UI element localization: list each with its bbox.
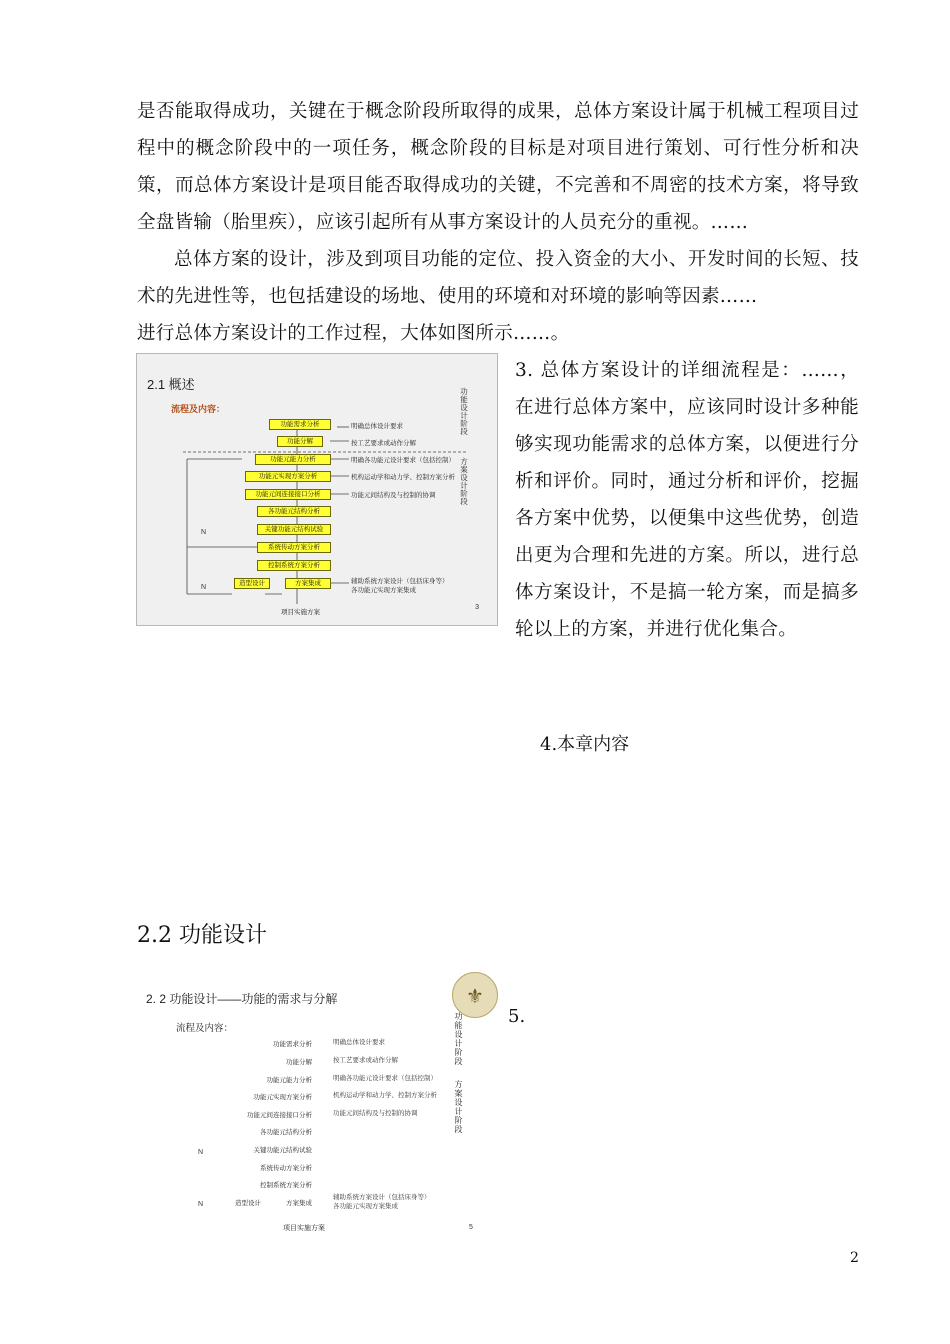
flow-box: 造型设计 xyxy=(234,578,270,589)
flow-note: 明确各功能元设计要求（包括控制） xyxy=(351,457,455,464)
flow-box: 功能元间连接接口分析 xyxy=(245,489,331,500)
loop-label-n: N xyxy=(198,1201,204,1208)
flow-desc: 按工艺要求或动作分解 xyxy=(333,1057,398,1064)
page-number: 2 xyxy=(850,1250,859,1266)
slide-subtitle: 流程及内容： xyxy=(176,1023,234,1034)
paragraph-1: 是否能取得成功，关键在于概念阶段所取得的成果，总体方案设计属于机械工程项目过程中的概念阶段中的一项任务，概念阶段的目标是对项目进行策划、可行性分析和决策，而总体方案设计是项目能否取得成功的关键，不完善和不周密的技术方案，将导致全盘皆输（胎里疾），应该引起所有从事方案设计的人员充分的重视。…… xyxy=(137,101,859,233)
flow-box: 功能需求分析 xyxy=(269,419,331,430)
flow-note: 按工艺要求或动作分解 xyxy=(351,440,416,447)
chapter-content-heading: 4.本章内容 xyxy=(540,734,630,755)
flow-box: 关键功能元结构试验 xyxy=(257,524,331,535)
flow-note: 辅助系统方案设计（包括床身等） xyxy=(351,578,449,585)
flow-desc: 各功能元实现方案集成 xyxy=(333,1203,398,1210)
slide-subtitle: 流程及内容： xyxy=(171,404,226,414)
flow-item: 功能分解 xyxy=(286,1059,312,1066)
flow-item: 关键功能元结构试验 xyxy=(253,1147,312,1154)
flow-end-label: 项目实施方案 xyxy=(281,609,320,616)
item-five-marker: 5. xyxy=(508,1006,526,1027)
slide-number: 3 xyxy=(475,604,479,611)
flow-note: 明确总体设计要求 xyxy=(351,423,403,430)
phase-label-scheme: 方案设计阶段 xyxy=(454,1080,463,1134)
paragraph-4: 3. 总体方案设计的详细流程是：……，在进行总体方案中，应该同时设计多种能够实现功能需求的总体方案，以便进行分析和评价。同时，通过分析和评价，挖掘各方案中优势，以便集中这些优势，创造出更为合理和先进的方案。所以，进行总体方案设计，不是搞一轮方案，而是搞多轮以上的方案，并进行优化集合。 xyxy=(515,360,859,640)
phase-label-function: 功能设计阶段 xyxy=(454,1012,463,1066)
slide-title: 2. 2 功能设计——功能的需求与分解 xyxy=(146,992,338,1006)
flow-box: 方案集成 xyxy=(285,578,331,589)
loop-label-n: N xyxy=(198,1149,204,1156)
flow-box: 各功能元结构分析 xyxy=(257,506,331,517)
flow-end-label: 项目实施方案 xyxy=(283,1225,325,1232)
paragraph-3: 进行总体方案设计的工作过程，大体如图所示……。 xyxy=(137,323,570,344)
flow-item: 功能需求分析 xyxy=(273,1041,312,1048)
flow-box: 系统传动方案分析 xyxy=(257,542,331,553)
flow-note: 功能元间结构及与控制的协调 xyxy=(351,492,436,499)
slide-title: 2.1 概述 xyxy=(147,377,195,392)
flow-item: 控制系统方案分析 xyxy=(260,1182,312,1189)
flow-box: 功能元实现方案分析 xyxy=(245,471,331,482)
loop-label-n: N xyxy=(201,529,207,536)
flow-item: 功能元间连接接口分析 xyxy=(247,1112,312,1119)
flow-box: 控制系统方案分析 xyxy=(257,560,331,571)
flow-item: 系统传动方案分析 xyxy=(260,1165,312,1172)
loop-label-n: N xyxy=(201,584,207,591)
section-heading: 2.2 功能设计 xyxy=(137,923,267,948)
paragraph-2: 总体方案的设计，涉及到项目功能的定位、投入资金的大小、开发时间的长短、技术的先进性等，也包括建设的场地、使用的环境和对环境的影响等因素…… xyxy=(137,249,859,307)
flow-desc: 明确各功能元设计要求（包括控制） xyxy=(333,1075,437,1082)
flow-note: 各功能元实现方案集成 xyxy=(351,587,416,594)
function-design-slide-figure xyxy=(136,968,498,1245)
flow-note: 机构运动学和动力学、控制方案分析 xyxy=(351,474,455,481)
flow-desc: 明确总体设计要求 xyxy=(333,1039,385,1046)
flow-desc: 机构运动学和动力学、控制方案分析 xyxy=(333,1092,437,1099)
flow-item: 造型设计 xyxy=(235,1200,261,1207)
slide-number: 5 xyxy=(469,1224,473,1231)
overview-slide-figure xyxy=(136,353,498,626)
phase-label-scheme: 方案设计阶段 xyxy=(460,457,468,506)
flow-item: 方案集成 xyxy=(286,1200,312,1207)
flow-desc: 辅助系统方案设计（包括床身等） xyxy=(333,1194,431,1201)
flow-desc: 功能元间结构及与控制的协调 xyxy=(333,1110,418,1117)
phase-label-function: 功能设计阶段 xyxy=(460,387,468,436)
university-emblem-icon: ⚜ xyxy=(452,972,498,1018)
flow-box: 功能分解 xyxy=(277,436,323,447)
flow-box: 功能元能力分析 xyxy=(255,454,331,465)
flow-item: 各功能元结构分析 xyxy=(260,1129,312,1136)
flow-item: 功能元能力分析 xyxy=(266,1077,312,1084)
flow-item: 功能元实现方案分析 xyxy=(253,1094,312,1101)
